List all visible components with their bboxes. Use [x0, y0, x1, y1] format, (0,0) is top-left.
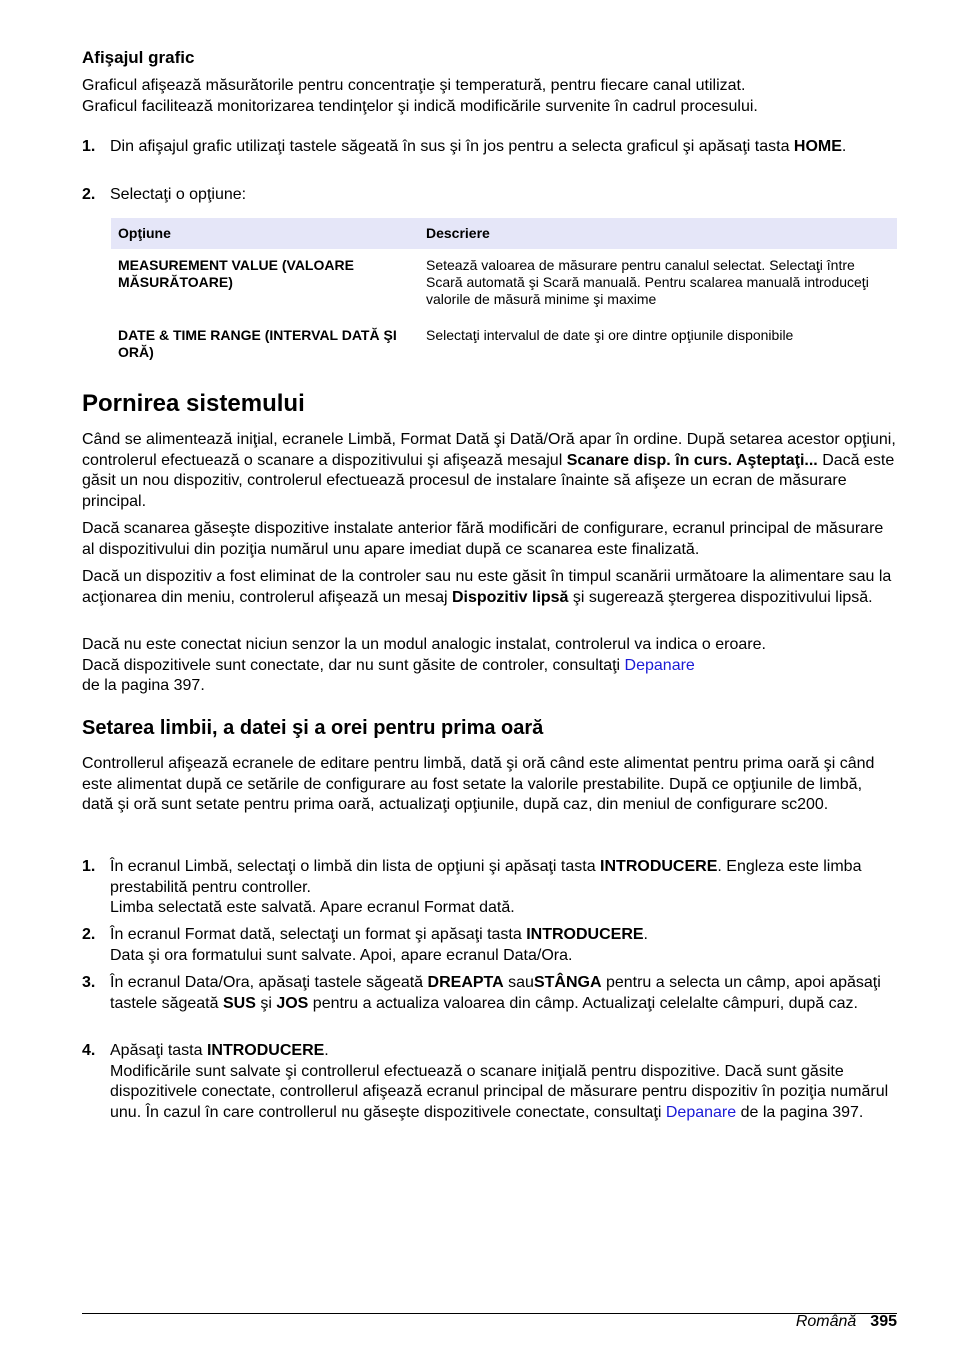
step-key: INTRODUCERE — [600, 858, 718, 875]
paragraph-line: Dacă nu este conectat niciun senzor la un modul analogic instalat, controlerul va indica o eroare. — [82, 636, 766, 653]
setup-step-4 — [82, 1041, 897, 1123]
graphic-step-1 — [82, 137, 897, 158]
step-number: 3. — [82, 974, 96, 991]
step-key: INTRODUCERE — [526, 926, 644, 943]
paragraph-text: şi sugerează ştergerea dispozitivului lipsă. — [568, 588, 873, 606]
table-header-row — [111, 218, 897, 249]
heading-graphic-display: Afişajul grafic — [82, 48, 195, 67]
step-text: În ecranul Limbă, selectaţi o limbă din lista de opţiuni şi apăsaţi tasta — [110, 858, 601, 875]
step-text: Din afişajul grafic utilizaţi tastele săgeată în sus şi în jos pentru a selecta graficul şi apăsaţi tasta — [110, 138, 790, 155]
step-number: 4. — [82, 1042, 96, 1059]
graphic-intro — [82, 76, 897, 117]
table-cell-description: Selectaţi intervalul de date şi ore dintre opţiunile disponibile — [426, 327, 794, 343]
footer-language: Română — [795, 1313, 857, 1330]
step-text: . — [643, 926, 648, 943]
heading-system-startup: Pornirea sistemului — [82, 390, 305, 417]
setup-step-3 — [82, 973, 897, 1014]
graphic-intro-line-1: Graficul afişează măsurătorile pentru concentraţie şi temperatură, pentru fiecare canal utilizat. — [82, 77, 746, 94]
key-right: DREAPTA — [427, 974, 504, 991]
step-instruction — [110, 973, 897, 1014]
step-text: . — [324, 1042, 329, 1059]
startup-paragraph-1 — [82, 430, 897, 512]
step-instruction — [110, 925, 897, 946]
troubleshooting-link[interactable]: Depanare — [624, 656, 695, 674]
step-text: pentru a selecta un câmp, apoi apăsaţi tastele săgeată — [110, 974, 881, 1012]
key-down: JOS — [276, 994, 309, 1012]
graphic-intro-line-2: Graficul facilitează monitorizarea tendinţelor şi indică modificările survenite în cadrul procesului. — [82, 97, 758, 115]
paragraph-text: Când se alimentează iniţial, ecranele Limbă, Format Dată şi Dată/Oră apar în ordine. După setarea acestor opţiuni, controlerul efectuează o scanare a dispozitivului şi afişează mesajul — [82, 431, 896, 469]
missing-device-message: Dispozitiv lipsă — [451, 588, 569, 606]
step-result: Data şi ora formatului sunt salvate. Apoi, apare ecranul Data/Ora. — [110, 946, 573, 964]
paragraph-line — [82, 656, 897, 677]
step-result — [110, 1062, 897, 1124]
step-text: În ecranul Format dată, selectaţi un format şi apăsaţi tasta — [110, 926, 527, 943]
page-number: 395 — [870, 1313, 897, 1330]
step-key: HOME — [793, 138, 842, 155]
table-header-option: Opţiune — [111, 218, 419, 249]
step-number: 2. — [82, 186, 96, 203]
footer-divider — [82, 1313, 897, 1314]
setup-step-2 — [82, 925, 897, 966]
step-result: Limba selectată este salvată. Apare ecranul Format dată. — [110, 899, 515, 916]
table-cell-option: MEASUREMENT VALUE (VALOARE MĂSURĂTOARE) — [118, 257, 354, 290]
step-instruction — [110, 857, 897, 898]
table-row — [111, 249, 897, 321]
troubleshooting-link[interactable]: Depanare — [665, 1103, 737, 1121]
step-text: Apăsaţi tasta — [110, 1042, 207, 1059]
options-table — [111, 218, 897, 361]
key-left: STÂNGA — [533, 974, 602, 991]
step-punct: . — [841, 138, 847, 155]
table-row — [111, 321, 897, 361]
table-cell-option: DATE & TIME RANGE (INTERVAL DATĂ ŞI ORĂ) — [118, 327, 397, 360]
setup-intro: Controllerul afişează ecranele de editare pentru limbă, dată şi oră când este alimentat pentru prima oară şi când este alimentat după ce setările de configurare au fost setate la valorile prestabilite. După ce opţiunile de limbă, dată şi oră sunt setate pentru prima oară, actualizaţi opţiunile, după caz, din meniul de configurare sc200. — [82, 755, 875, 813]
step-instruction — [110, 1041, 897, 1062]
paragraph-text: Dacă dispozitivele sunt conectate, dar nu sunt găsite de controler, consultaţi — [82, 656, 625, 674]
step-text: Selectaţi o opţiune: — [110, 186, 247, 203]
paragraph-line: de la pagina 397. — [82, 677, 205, 694]
setup-step-1 — [82, 857, 897, 919]
step-text: sau — [503, 974, 534, 991]
step-text: În ecranul Data/Ora, apăsaţi tastele săgeată — [110, 974, 428, 991]
paragraph-text: Dacă un dispozitiv a fost eliminat de la controler sau nu este găsit în timpul scanării următoare la alimentare sau la acţionarea din meniu, controlerul afişează un mesaj — [82, 568, 892, 606]
table-header-description: Descriere — [419, 218, 897, 249]
step-text: pentru a actualiza valoarea din câmp. Actualizaţi celelalte câmpuri, după caz. — [308, 994, 858, 1012]
step-number: 1. — [82, 858, 96, 875]
key-up: SUS — [222, 994, 256, 1012]
startup-paragraph-2: Dacă scanarea găseşte dispozitive instalate anterior fără modificări de configurare, ecranul principal de măsurare al dispozitivului din poziţia numărul unu apare imediat după ce scanarea este finalizată. — [82, 520, 884, 558]
step-key: INTRODUCERE — [206, 1042, 325, 1059]
table-cell-description: Setează valoarea de măsurare pentru canalul selectat. Selectaţi între Scară automată şi Scară manuală. Pentru scalarea manuală introduceţi valorile de măsură minime şi maxime — [426, 257, 869, 307]
step-text: şi — [255, 994, 277, 1012]
scan-message: Scanare disp. în curs. Aşteptaţi... — [566, 451, 818, 469]
heading-first-time-setup: Setarea limbii, a datei şi a orei pentru prima oară — [82, 717, 544, 739]
step-number: 1. — [82, 138, 96, 155]
startup-paragraph-3 — [82, 567, 897, 608]
step-text: de la pagina 397. — [736, 1103, 864, 1121]
graphic-step-2 — [82, 185, 897, 206]
step-number: 2. — [82, 926, 96, 943]
page-footer — [796, 1312, 897, 1332]
step-text: . Engleza este limba prestabilită pentru controller. — [110, 858, 862, 896]
paragraph-text: Dacă este găsit un nou dispozitiv, controlerul efectuează procesul de instalare înainte să afişeze un ecran de măsurare principal. — [82, 451, 895, 510]
startup-paragraph-4 — [82, 635, 897, 697]
step-text: Modificările sunt salvate şi controllerul efectuează o scanare iniţială pentru dispozitive. Dacă sunt găsite dispozitivele conectate, controllerul afişează ecranul principal de măsurare pentru dispozitiv în poziţia numărul unu. În cazul în care controllerul nu găseşte dispozitivele conectate, consultaţi — [110, 1062, 889, 1121]
